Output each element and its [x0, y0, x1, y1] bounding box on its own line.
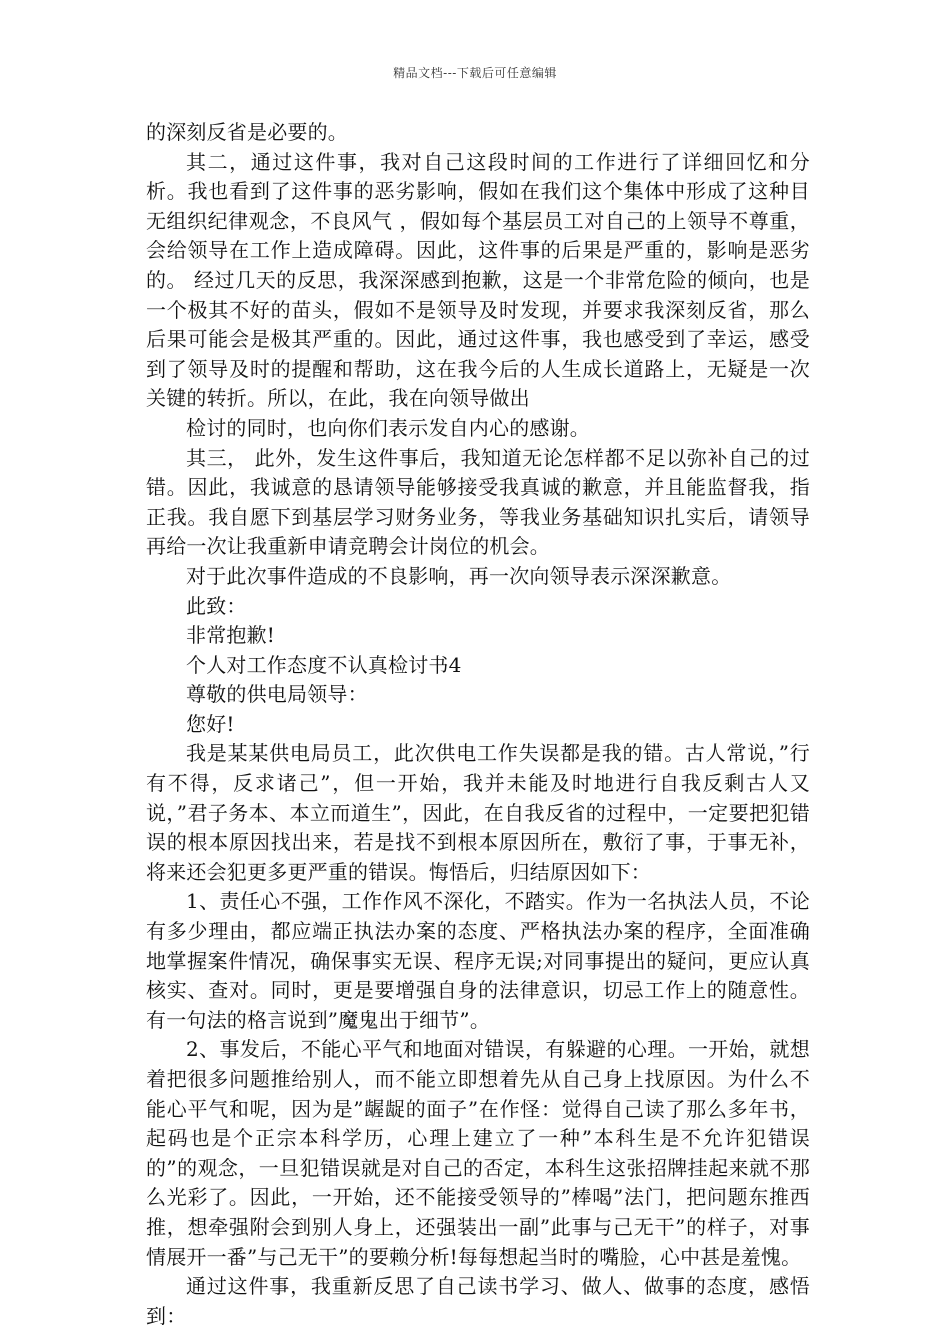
paragraph: 2、事发后，不能心平气和地面对错误，有躲避的心理。一开始，就想着把很多问题推给别人，而不能立即想着先从自己身上找原因。为什么不能心平气和呢，因为是”龌龊的面子”在作怪：觉得自己读了那么多年书，起码也是个正宗本科学历，心理上建立了一种”本科生是不允许犯错误的”的观念，一旦犯错误就是对自己的否定，本科生这张招牌挂起来就不那么光彩了。因此，一开始，还不能接受领导的”棒喝”法门，把问题东推西推，想牵强附会到别人身上，还强装出一副”此事与己无干”的样子，对事情展开一番”与己无干”的要赖分析!每每想起当时的嘴脸，心中甚是羞愧。: [146, 1037, 810, 1269]
closing-salutation: 此致：: [186, 593, 247, 618]
paragraph: 对于此次事件造成的不良影响，再一次向领导表示深深歉意。: [186, 563, 732, 588]
paragraph: 我是某某供电局员工，此次供电工作失误都是我的错。古人常说，”行有不得，反求诸己”，但一开始，我并未能及时地进行自我反剩古人又说，”君子务本、本立而道生”，因此，在自我反省的过程中，一定要把犯错误的根本原因找出来，若是找不到根本原因所在，敷衍了事，于事无补，将来还会犯更多更严重的错误。悔悟后，归结原因如下：: [146, 741, 810, 884]
paragraph: 通过这件事，我重新反思了自己读书学习、做人、做事的态度，感悟到：: [146, 1274, 810, 1328]
greeting-recipient: 尊敬的供电局领导：: [186, 682, 368, 707]
section-title: 个人对工作态度不认真检讨书4: [186, 652, 462, 677]
paragraph: 其二，通过这件事，我对自己这段时间的工作进行了详细回忆和分析。我也看到了这件事的恶劣影响，假如在我们这个集体中形成了这种目无组织纪律观念，不良风气 ，假如每个基层员工对自己的上领导不尊重，会给领导在工作上造成障碍。因此，这件事的后果是严重的，影响是恶劣的。 经过几天的反思，我深深感到抱歉，这是一个非常危险的倾向，也是一个极其不好的苗头，假如不是领导及时发现，并要求我深刻反省，那么后果可能会是极其严重的。因此，通过这件事，我也感受到了幸运，感受到了领导及时的提醒和帮助，这在我今后的人生成长道路上，无疑是一次关键的转折。所以，在此，我在向领导做出: [146, 149, 810, 411]
greeting: 您好!: [186, 711, 235, 736]
paragraph: 的深刻反省是必要的。: [146, 120, 348, 144]
paragraph: 检讨的同时，也向你们表示发自内心的感谢。: [186, 415, 590, 440]
closing-line: 非常抱歉!: [186, 623, 276, 648]
paragraph: 1、责任心不强，工作作风不深化，不踏实。作为一名执法人员，不论有多少理由，都应端正执法办案的态度、严格执法办案的程序，全面准确地掌握案件情况，确保事实无误、程序无误;对同事提出的疑问，更应认真核实、查对。同时，更是要增强自身的法律意识，切忌工作上的随意性。有一句法的格言说到”魔鬼出于细节”。: [146, 889, 810, 1032]
paragraph: 其三， 此外，发生这件事后，我知道无论怎样都不足以弥补自己的过错。因此，我诚意的恳请领导能够接受我真诚的歉意，并且能监督我，指正我。我自愿下到基层学习财务业务，等我业务基础知识扎实后，请领导再给一次让我重新申请竞聘会计岗位的机会。: [146, 445, 810, 559]
document-body: [146, 118, 810, 1331]
page-header: 精品文档---下载后可任意编辑: [393, 66, 557, 80]
